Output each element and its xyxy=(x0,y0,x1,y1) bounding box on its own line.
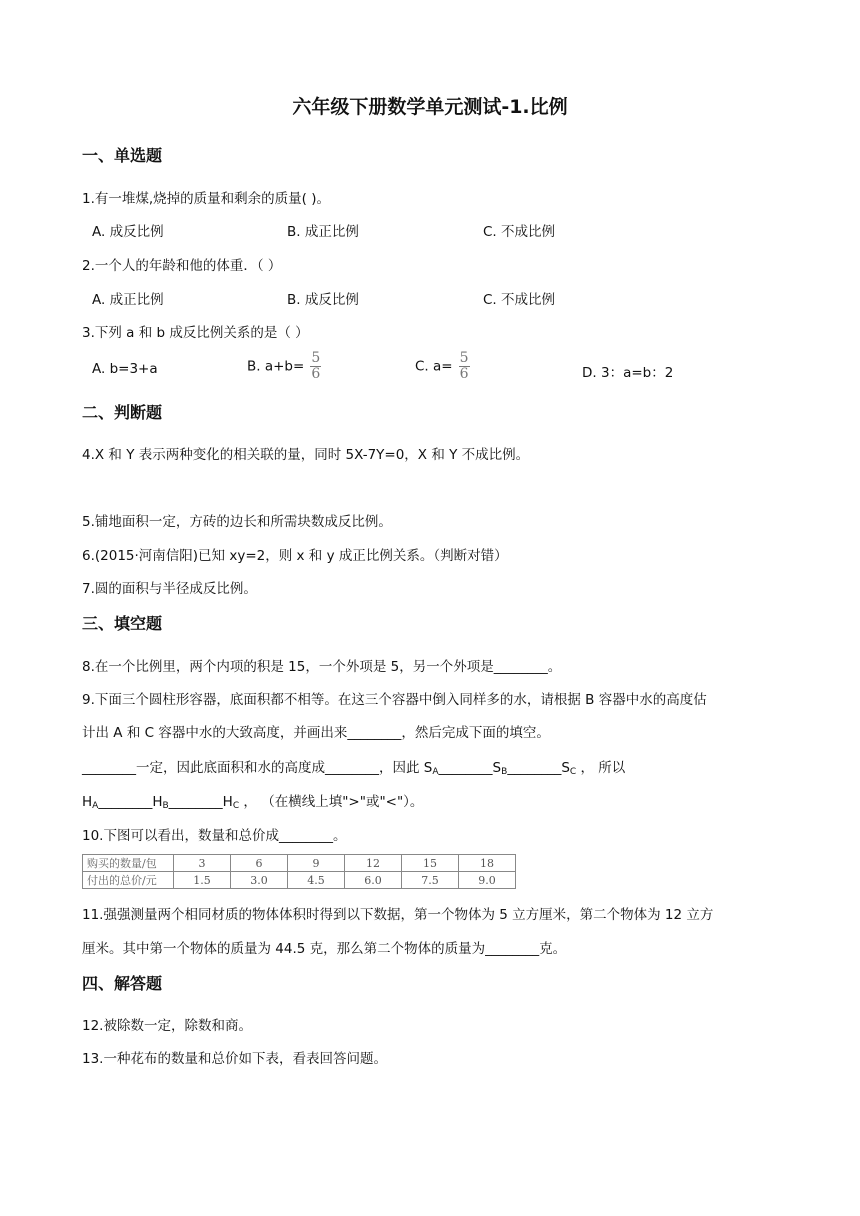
question-9-line-4 xyxy=(82,790,423,811)
question-8-text: 8.在一个比例里，两个内项的积是 15，一个外项是 5，另一个外项是________。 xyxy=(82,659,562,675)
price-table xyxy=(82,854,516,889)
question-2-option-a[interactable]: A. 成正比例 xyxy=(92,292,164,308)
blank: ________ xyxy=(168,794,223,810)
blank: ________ xyxy=(507,760,562,776)
question-10-text: 10.下图可以看出，数量和总价成________。 xyxy=(82,828,347,844)
question-12-text: 12.被除数一定，除数和商。 xyxy=(82,1018,252,1034)
question-3-option-c[interactable] xyxy=(415,352,470,381)
question-9-line-1: 9.下面三个圆柱形容器，底面积都不相等。在这三个容器中倒入同样多的水，请根据 B 容器中水的高度估 xyxy=(82,692,707,708)
table-cell: 6 xyxy=(231,855,288,872)
table-cell: 4.5 xyxy=(288,872,345,889)
fraction-denominator: 6 xyxy=(311,366,321,382)
question-1-option-c[interactable]: C. 不成比例 xyxy=(483,224,556,240)
section-heading-true-false: 二、判断题 xyxy=(82,403,163,422)
question-5-text: 5.铺地面积一定，方砖的边长和所需块数成反比例。 xyxy=(82,514,392,530)
table-cell: 18 xyxy=(459,855,516,872)
table-row-header: 付出的总价/元 xyxy=(83,872,174,889)
question-9-line-2: 计出 A 和 C 容器中水的大致高度，并画出来________，然后完成下面的填空。 xyxy=(82,725,550,741)
table-cell: 6.0 xyxy=(345,872,402,889)
question-2-option-b[interactable]: B. 成反比例 xyxy=(287,292,359,308)
q9-line4-end: ， （在横线上填">"或"<"）。 xyxy=(239,794,424,810)
page-title: 六年级下册数学单元测试-1.比例 xyxy=(292,96,568,118)
table-row-header: 购买的数量/包 xyxy=(83,855,174,872)
section-heading-single-choice: 一、单选题 xyxy=(82,146,163,165)
q9-line3-lead: ________一定，因此底面积和水的高度成________，因此 S xyxy=(82,760,433,776)
question-4-text: 4.X 和 Y 表示两种变化的相关联的量，同时 5X-7Y=0，X 和 Y 不成比例。 xyxy=(82,447,530,463)
question-2-text: 2.一个人的年龄和他的体重．（ ） xyxy=(82,258,282,274)
table-cell: 15 xyxy=(402,855,459,872)
blank: ________ xyxy=(98,794,153,810)
table-cell: 7.5 xyxy=(402,872,459,889)
question-7-text: 7.圆的面积与半径成反比例。 xyxy=(82,581,257,597)
subscript-c: C xyxy=(232,801,240,811)
subscript-a: A xyxy=(432,767,439,777)
subscript-b: B xyxy=(501,767,508,777)
subscript-c: C xyxy=(569,767,577,777)
question-3-option-c-label: C. a= xyxy=(415,358,453,375)
subscript-b: B xyxy=(162,801,169,811)
table-cell: 9.0 xyxy=(459,872,516,889)
q9-line3-end: ， 所以 xyxy=(576,760,626,776)
table-cell: 12 xyxy=(345,855,402,872)
s-label: S xyxy=(492,760,502,776)
table-row xyxy=(83,872,516,889)
fraction-numerator: 5 xyxy=(311,350,321,366)
question-1-text: 1.有一堆煤,烧掉的质量和剩余的质量( )。 xyxy=(82,191,330,207)
table-cell: 1.5 xyxy=(174,872,231,889)
h-label: H xyxy=(82,794,93,810)
table-cell: 3.0 xyxy=(231,872,288,889)
subscript-a: A xyxy=(92,801,99,811)
question-3-option-b[interactable] xyxy=(247,352,321,381)
fraction-denominator: 6 xyxy=(459,366,469,382)
section-heading-fill-blank: 三、填空题 xyxy=(82,614,163,633)
question-1-option-b[interactable]: B. 成正比例 xyxy=(287,224,359,240)
fraction-numerator: 5 xyxy=(459,350,469,366)
question-1-option-a[interactable]: A. 成反比例 xyxy=(92,224,164,240)
question-11-line-1: 11.强强测量两个相同材质的物体体积时得到以下数据，第一个物体为 5 立方厘米，第二个物体为 12 立方 xyxy=(82,907,714,923)
section-heading-answer: 四、解答题 xyxy=(82,974,163,993)
fraction-five-sixths xyxy=(459,352,470,381)
question-3-option-d[interactable]: D. 3：a=b：2 xyxy=(582,365,674,381)
h-label: H xyxy=(222,794,233,810)
question-11-line-2: 厘米。其中第一个物体的质量为 44.5 克，那么第二个物体的质量为________克。 xyxy=(82,941,567,957)
h-label: H xyxy=(152,794,163,810)
table-row xyxy=(83,855,516,872)
fraction-five-sixths xyxy=(310,352,321,381)
table-cell: 3 xyxy=(174,855,231,872)
question-2-option-c[interactable]: C. 不成比例 xyxy=(483,292,556,308)
question-13-text: 13.一种花布的数量和总价如下表，看表回答问题。 xyxy=(82,1051,387,1067)
blank: ________ xyxy=(438,760,493,776)
s-label: S xyxy=(561,760,570,776)
table-cell: 9 xyxy=(288,855,345,872)
question-9-line-3 xyxy=(82,756,625,777)
question-3-option-a[interactable]: A. b=3+a xyxy=(92,361,158,377)
question-6-text: 6.(2015·河南信阳)已知 xy=2，则 x 和 y 成正比例关系。（判断对错） xyxy=(82,548,508,564)
question-3-text: 3.下列 a 和 b 成反比例关系的是（ ） xyxy=(82,325,309,341)
question-3-option-b-label: B. a+b= xyxy=(247,358,305,375)
